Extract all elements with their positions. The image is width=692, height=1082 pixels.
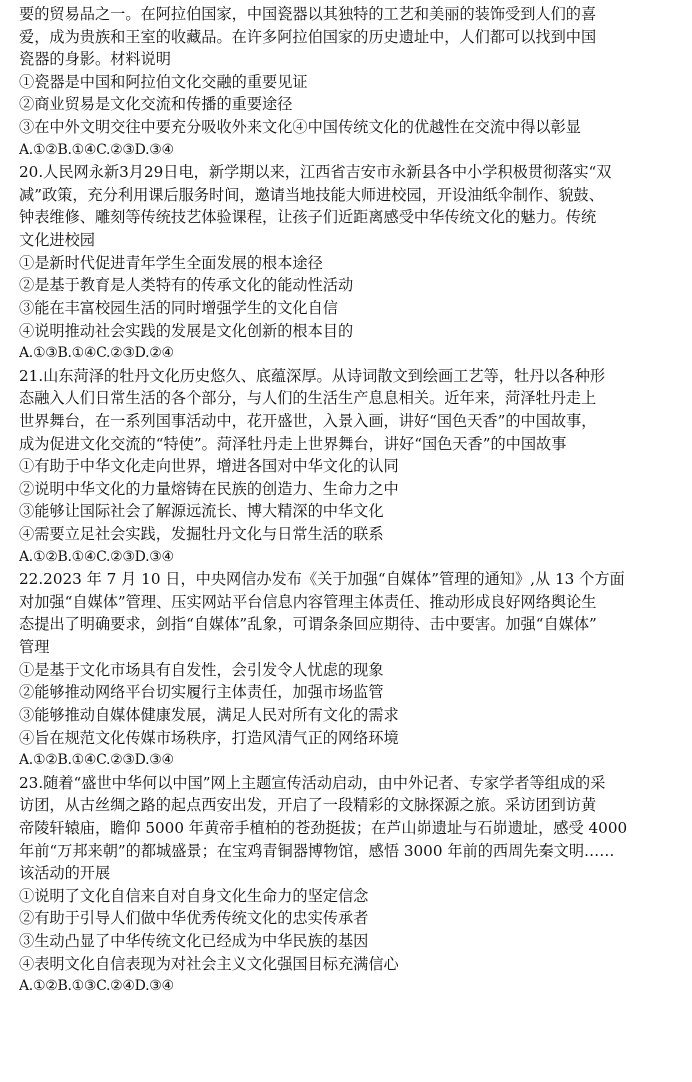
question-20 xyxy=(19,161,686,364)
answer-choices: A.①②B.①③C.②④D.③④ xyxy=(19,978,174,995)
stem-line: 年前“万邦来朝”的都城盛景；在宝鸡青铜器博物馆，感悟 3000 年前的西周先秦文明…… xyxy=(19,841,615,860)
stem-line: 21.山东菏泽的牡丹文化历史悠久、底蕴深厚。从诗词散文到绘画工艺等，牡丹以各种形 xyxy=(19,366,606,385)
stem-line: 钟表维修、雕刻等传统技艺体验课程，让孩子们近距离感受中华传统文化的魅力。传统 xyxy=(19,208,597,227)
answer-choices: A.①②B.①④C.②③D.③④ xyxy=(19,141,174,158)
question-23 xyxy=(19,772,686,998)
answer-choices: A.①③B.①④C.②③D.②④ xyxy=(19,345,174,362)
answer-choices: A.①②B.①④C.②③D.③④ xyxy=(19,752,174,769)
option-line: ④表明文化自信表现为对社会主义文化强国目标充满信心 xyxy=(19,954,399,973)
stem-line: 要的贸易品之一。在阿拉伯国家，中国瓷器以其独特的工艺和美丽的装饰受到人们的喜 xyxy=(19,5,597,23)
stem-line: 态提出了明确要求，剑指“自媒体”乱象，可谓条条回应期待、击中要害。加强“自媒体” xyxy=(19,615,597,634)
option-line: ①说明了文化自信来自对自身文化生命力的坚定信念 xyxy=(19,886,369,905)
option-line: ④需要立足社会实践，发掘牡丹文化与日常生活的联系 xyxy=(19,525,384,544)
option-line: ①有助于中华文化走向世界，增进各国对中华文化的认同 xyxy=(19,457,399,476)
answer-choices: A.①②B.①④C.②③D.③④ xyxy=(19,548,174,565)
stem-line: 23.随着“盛世中华何以中国”网上主题宣传活动启动，由中外记者、专家学者等组成的采 xyxy=(19,773,606,792)
option-line: ②商业贸易是文化交流和传播的重要途径 xyxy=(19,95,293,114)
stem-line: 爱，成为贵族和王室的收藏品。在许多阿拉伯国家的历史遗址中，人们都可以找到中国 xyxy=(19,27,597,46)
stem-line: 访团，从古丝绸之路的起点西安出发，开启了一段精彩的文脉探源之旅。采访团到访黄 xyxy=(19,796,597,815)
option-line: ②有助于引导人们做中华优秀传统文化的忠实传承者 xyxy=(19,909,369,928)
stem-line: 管理 xyxy=(19,638,50,657)
option-line: ③能在丰富校园生活的同时增强学生的文化自信 xyxy=(19,298,338,317)
option-line: ④说明推动社会实践的发展是文化创新的根本目的 xyxy=(19,321,354,340)
option-line: ②能够推动网络平台切实履行主体责任，加强市场监管 xyxy=(19,683,384,702)
stem-line: 该活动的开展 xyxy=(19,864,111,883)
stem-line: 对加强“自媒体”管理、压实网站平台信息内容管理主体责任、推动形成良好网络舆论生 xyxy=(19,592,597,611)
question-22 xyxy=(19,568,686,771)
option-line: ③在中外文明交往中要充分吸收外来文化④中国传统文化的优越性在交流中得以彰显 xyxy=(19,118,581,137)
stem-line: 文化进校园 xyxy=(19,231,95,250)
stem-line: 世界舞台，在一系列国事活动中，花开盛世，入景入画，讲好“国色天香”的中国故事， xyxy=(19,411,597,430)
stem-line: 20.人民网永新3月29日电，新学期以来，江西省吉安市永新县各中小学积极贯彻落实“双 xyxy=(19,163,612,182)
option-line: ②是基于教育是人类特有的传承文化的能动性活动 xyxy=(19,276,354,295)
option-line: ③能够让国际社会了解源远流长、博大精深的中华文化 xyxy=(19,502,384,521)
stem-line: 减”政策，充分利用课后服务时间，邀请当地技能大师进校园，开设油纸伞制作、貌鼓、 xyxy=(19,185,604,204)
stem-line: 22.2023 年 7 月 10 日，中央网信办发布《关于加强“自媒体”管理的通知》,从 13 个方面 xyxy=(19,570,625,589)
option-line: ①是新时代促进青年学生全面发展的根本途径 xyxy=(19,253,323,272)
option-line: ①是基于文化市场具有自发性，会引发令人忧虑的现象 xyxy=(19,660,384,679)
option-line: ③生动凸显了中华传统文化已经成为中华民族的基因 xyxy=(19,931,369,950)
stem-line: 成为促进文化交流的“特使”。菏泽牡丹走上世界舞台，讲好“国色天香”的中国故事 xyxy=(19,434,567,453)
option-line: ④旨在规范文化传媒市场秩序，打造风清气正的网络环境 xyxy=(19,728,399,747)
question-21 xyxy=(19,365,686,568)
option-line: ①瓷器是中国和阿拉伯文化交融的重要见证 xyxy=(19,72,308,91)
stem-line: 瓷器的身影。材料说明 xyxy=(19,50,171,69)
question-19-continuation xyxy=(19,3,686,161)
stem-line: 态融入人们日常生活的各个部分，与人们的生活生产息息相关。近年来，菏泽牡丹走上 xyxy=(19,389,597,408)
option-line: ③能够推动自媒体健康发展，满足人民对所有文化的需求 xyxy=(19,705,399,724)
option-line: ②说明中华文化的力量熔铸在民族的创造力、生命力之中 xyxy=(19,479,399,498)
stem-line: 帝陵轩辕庙，瞻仰 5000 年黄帝手植柏的苍劲挺拔；在芦山峁遗址与石峁遗址，感受 4000 xyxy=(19,818,628,837)
